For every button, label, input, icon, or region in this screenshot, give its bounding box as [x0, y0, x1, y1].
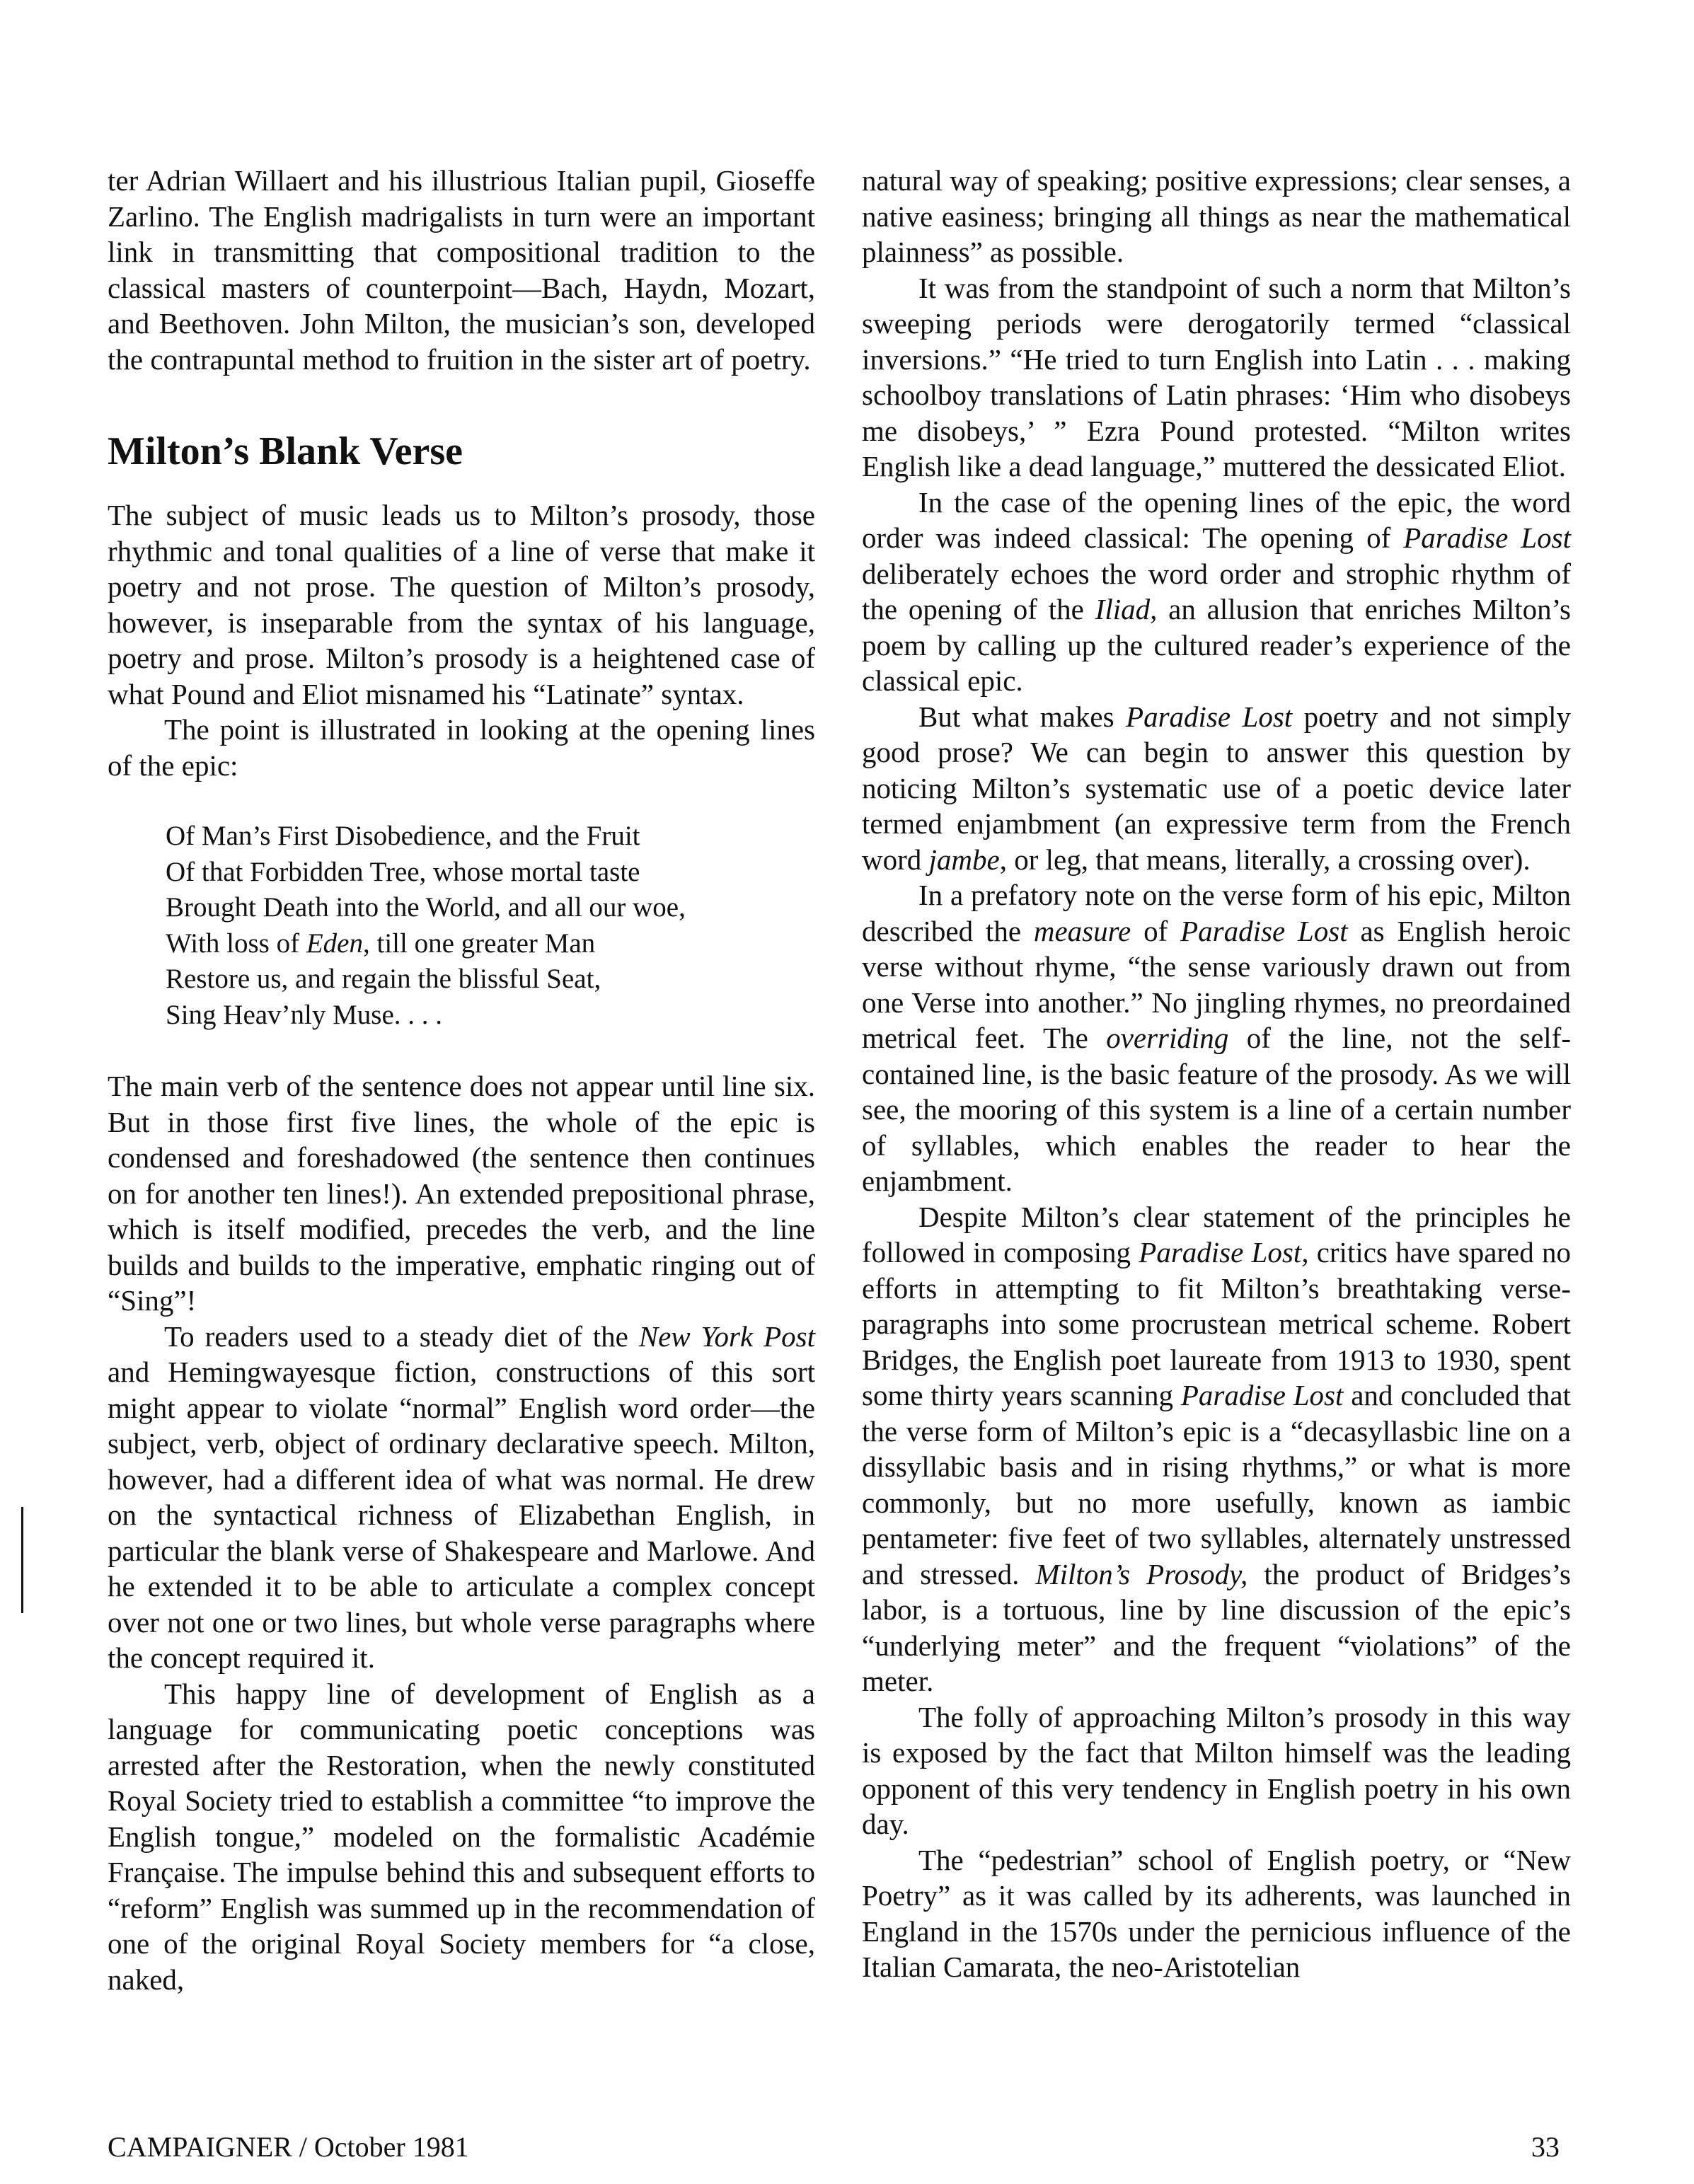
text-run: as English heroic verse without rhyme, “the sense variously drawn out from one Verse into another.” No jingling rhymes, no preordained metrical feet. The [862, 914, 1571, 1054]
verse-text: , till one greater Man [363, 928, 596, 959]
paragraph-enjambment [862, 699, 1571, 878]
verse-emphasis: Eden [306, 928, 363, 959]
text-run: poetry and not simply good prose? We can begin to answer this question by noticing Milton’s systematic use of a poetic device later termed enjambment (an expressive term from the French word [862, 700, 1571, 876]
verse-line: Restore us, and regain the blissful Seat, [166, 964, 601, 994]
paragraph-happy-line: This happy line of development of English as a language for communicating poetic conceptions was arrested after the Restoration, when the newly constituted Royal Society tried to establish a committee “to improve the English tongue,” modeled on the formalistic Académie Française. The impulse behind this and subsequent efforts to “reform” English was summed up in the recommendation of one of the original Royal Society members for “a close, naked, [108, 1677, 815, 1996]
paragraph-prosody: The subject of music leads us to Milton’s prosody, those rhythmic and tonal qualities of a line of verse that make it poetry and not prose. The question of Milton’s prosody, however, is inseparable from the syntax of his language, poetry and prose. Milton’s prosody is a heightened case of what Pound and Eliot misnamed his “Latinate” syntax. [108, 499, 815, 710]
footer-page-number: 33 [1531, 2131, 1560, 2163]
paragraph-intro: ter Adrian Willaert and his illustrious Italian pupil, Gioseffe Zarlino. The English madrigalists in turn were an important link in transmitting that compositional tradition to the classical masters of counterpoint—Bach, Haydn, Mozart, and Beethoven. John Milton, the musician’s son, developed the contrapuntal method to fruition in the sister art of poetry. [108, 164, 815, 376]
text-run: deliberately echoes the word order and strophic rhythm of the opening of the [862, 557, 1571, 625]
text-run: the product of Bridges’s labor, is a tortuous, line by line discussion of the epic’s “underlying meter” and the frequent “violations” of the meter. [862, 1557, 1571, 1697]
text-run: of [1131, 914, 1181, 947]
italic-run: Paradise Lost [1403, 521, 1571, 554]
text-run: Despite Milton’s clear statement of the principles he followed in composing [862, 1200, 1571, 1269]
italic-run: Paradise Lost, [1139, 1236, 1309, 1269]
text-run: critics have spared no efforts in attempting to fit Milton’s breathtaking verse-paragraphs into some procrustean metrical scheme. Robert Bridges, the English poet laureate from 1913 to 1930, spent some thirty years scanning [862, 1236, 1571, 1411]
text-run: an allusion that enriches Milton’s poem by calling up the cultured reader’s experience of the classical epic. [862, 593, 1571, 697]
verse-text: With loss of [166, 928, 306, 959]
margin-mark [21, 1507, 23, 1613]
text-run: and Hemingwayesque fiction, constructions of this sort might appear to violate “normal” English word order—the subject, verb, object of ordinary declarative speech. Milton, however, had a different idea of what was normal. He drew on the syntactical richness of Elizabethan English, in particular the blank verse of Shakespeare and Marlowe. And he extended it to be able to articulate a complex concept over not one or two lines, but whole verse paragraphs where the concept required it. [108, 1356, 815, 1674]
text-run: In a prefatory note on the verse form of his epic, Milton described the [862, 879, 1571, 947]
right-column [862, 163, 1571, 1985]
verse-quotation [166, 819, 815, 1033]
italic-run: Milton’s Prosody, [1035, 1557, 1248, 1590]
section-heading: Milton’s Blank Verse [108, 429, 463, 473]
text-run: of the line, not the self-contained line, is the basic feature of the prosody. As we will see, the mooring of this system is a line of a certain number of syllables, which enables the reader to hear the enjambment. [862, 1022, 1571, 1197]
text-run: But what makes [918, 700, 1127, 733]
italic-run: Paradise Lost [1126, 700, 1293, 733]
left-column [108, 163, 815, 1997]
italic-run: Iliad, [1095, 593, 1158, 625]
footer-publication: CAMPAIGNER / October 1981 [108, 2131, 469, 2163]
verse-line: Sing Heav’nly Muse. . . . [166, 999, 443, 1030]
verse-line [166, 926, 815, 962]
paragraph-readers [108, 1319, 815, 1676]
verse-line: Brought Death into the World, and all our woe, [166, 892, 686, 923]
paragraph-standpoint: It was from the standpoint of such a norm that Milton’s sweeping periods were derogatorily termed “classical inversions.” “He tried to turn English into Latin . . . making schoolboy translations of Latin phrases: ‘Him who disobeys me disobeys,’ ” Ezra Pound protested. “Milton writes English like a dead language,” muttered the dessicated Eliot. [862, 271, 1571, 483]
paragraph-prefatory-note [862, 877, 1571, 1199]
paragraph-opening-case [862, 485, 1571, 699]
italic-run: overriding [1106, 1022, 1229, 1054]
paragraph-folly: The folly of approaching Milton’s prosody in this way is exposed by the fact that Milton himself was the leading opponent of this very tendency in English poetry in his own day. [862, 1700, 1571, 1840]
italic-run: jambe [928, 843, 1000, 876]
text-run: In the case of the opening lines of the epic, the word order was indeed classical: The opening of [862, 485, 1571, 554]
paragraph-pedestrian: The “pedestrian” school of English poetry, or “New Poetry” as it was called by its adherents, was launched in England in the 1570s under the pernicious influence of the Italian Camarata, the neo-Aristotelian [862, 1843, 1571, 1983]
text-run: , or leg, that means, literally, a crossing over). [999, 843, 1531, 876]
italic-run: measure [1033, 914, 1131, 947]
italic-run: Paradise Lost [1180, 914, 1348, 947]
text-run: To readers used to a steady diet of the [164, 1319, 639, 1353]
text-run: and concluded that the verse form of Milton’s epic is a “decasyllasbic line on a dissyllabic basis and in rising rhythms,” or what is more commonly, but no more usefully, known as iambic pentameter: five feet of two syllables, alternately unstressed and stressed. [862, 1379, 1571, 1590]
paragraph-main-verb: The main verb of the sentence does not appear until line six. But in those first five lines, the whole of the epic is condensed and foreshadowed (the sentence then continues on for another ten lines!). An extended prepositional phrase, which is itself modified, precedes the verb, and the line builds and builds to the imperative, emphatic ringing out of “Sing”! [108, 1070, 815, 1317]
verse-line: Of Man’s First Disobedience, and the Fruit [166, 821, 640, 851]
paragraph-despite [862, 1199, 1571, 1699]
italic-run: New York Post [638, 1319, 815, 1353]
italic-run: Paradise Lost [1180, 1379, 1344, 1411]
paragraph-continued: natural way of speaking; positive expressions; clear senses, a native easiness; bringing all things as near the mathematical plainness” as possible. [862, 164, 1571, 268]
paragraph-point: The point is illustrated in looking at the opening lines of the epic: [108, 713, 815, 782]
verse-line: Of that Forbidden Tree, whose mortal taste [166, 856, 640, 887]
